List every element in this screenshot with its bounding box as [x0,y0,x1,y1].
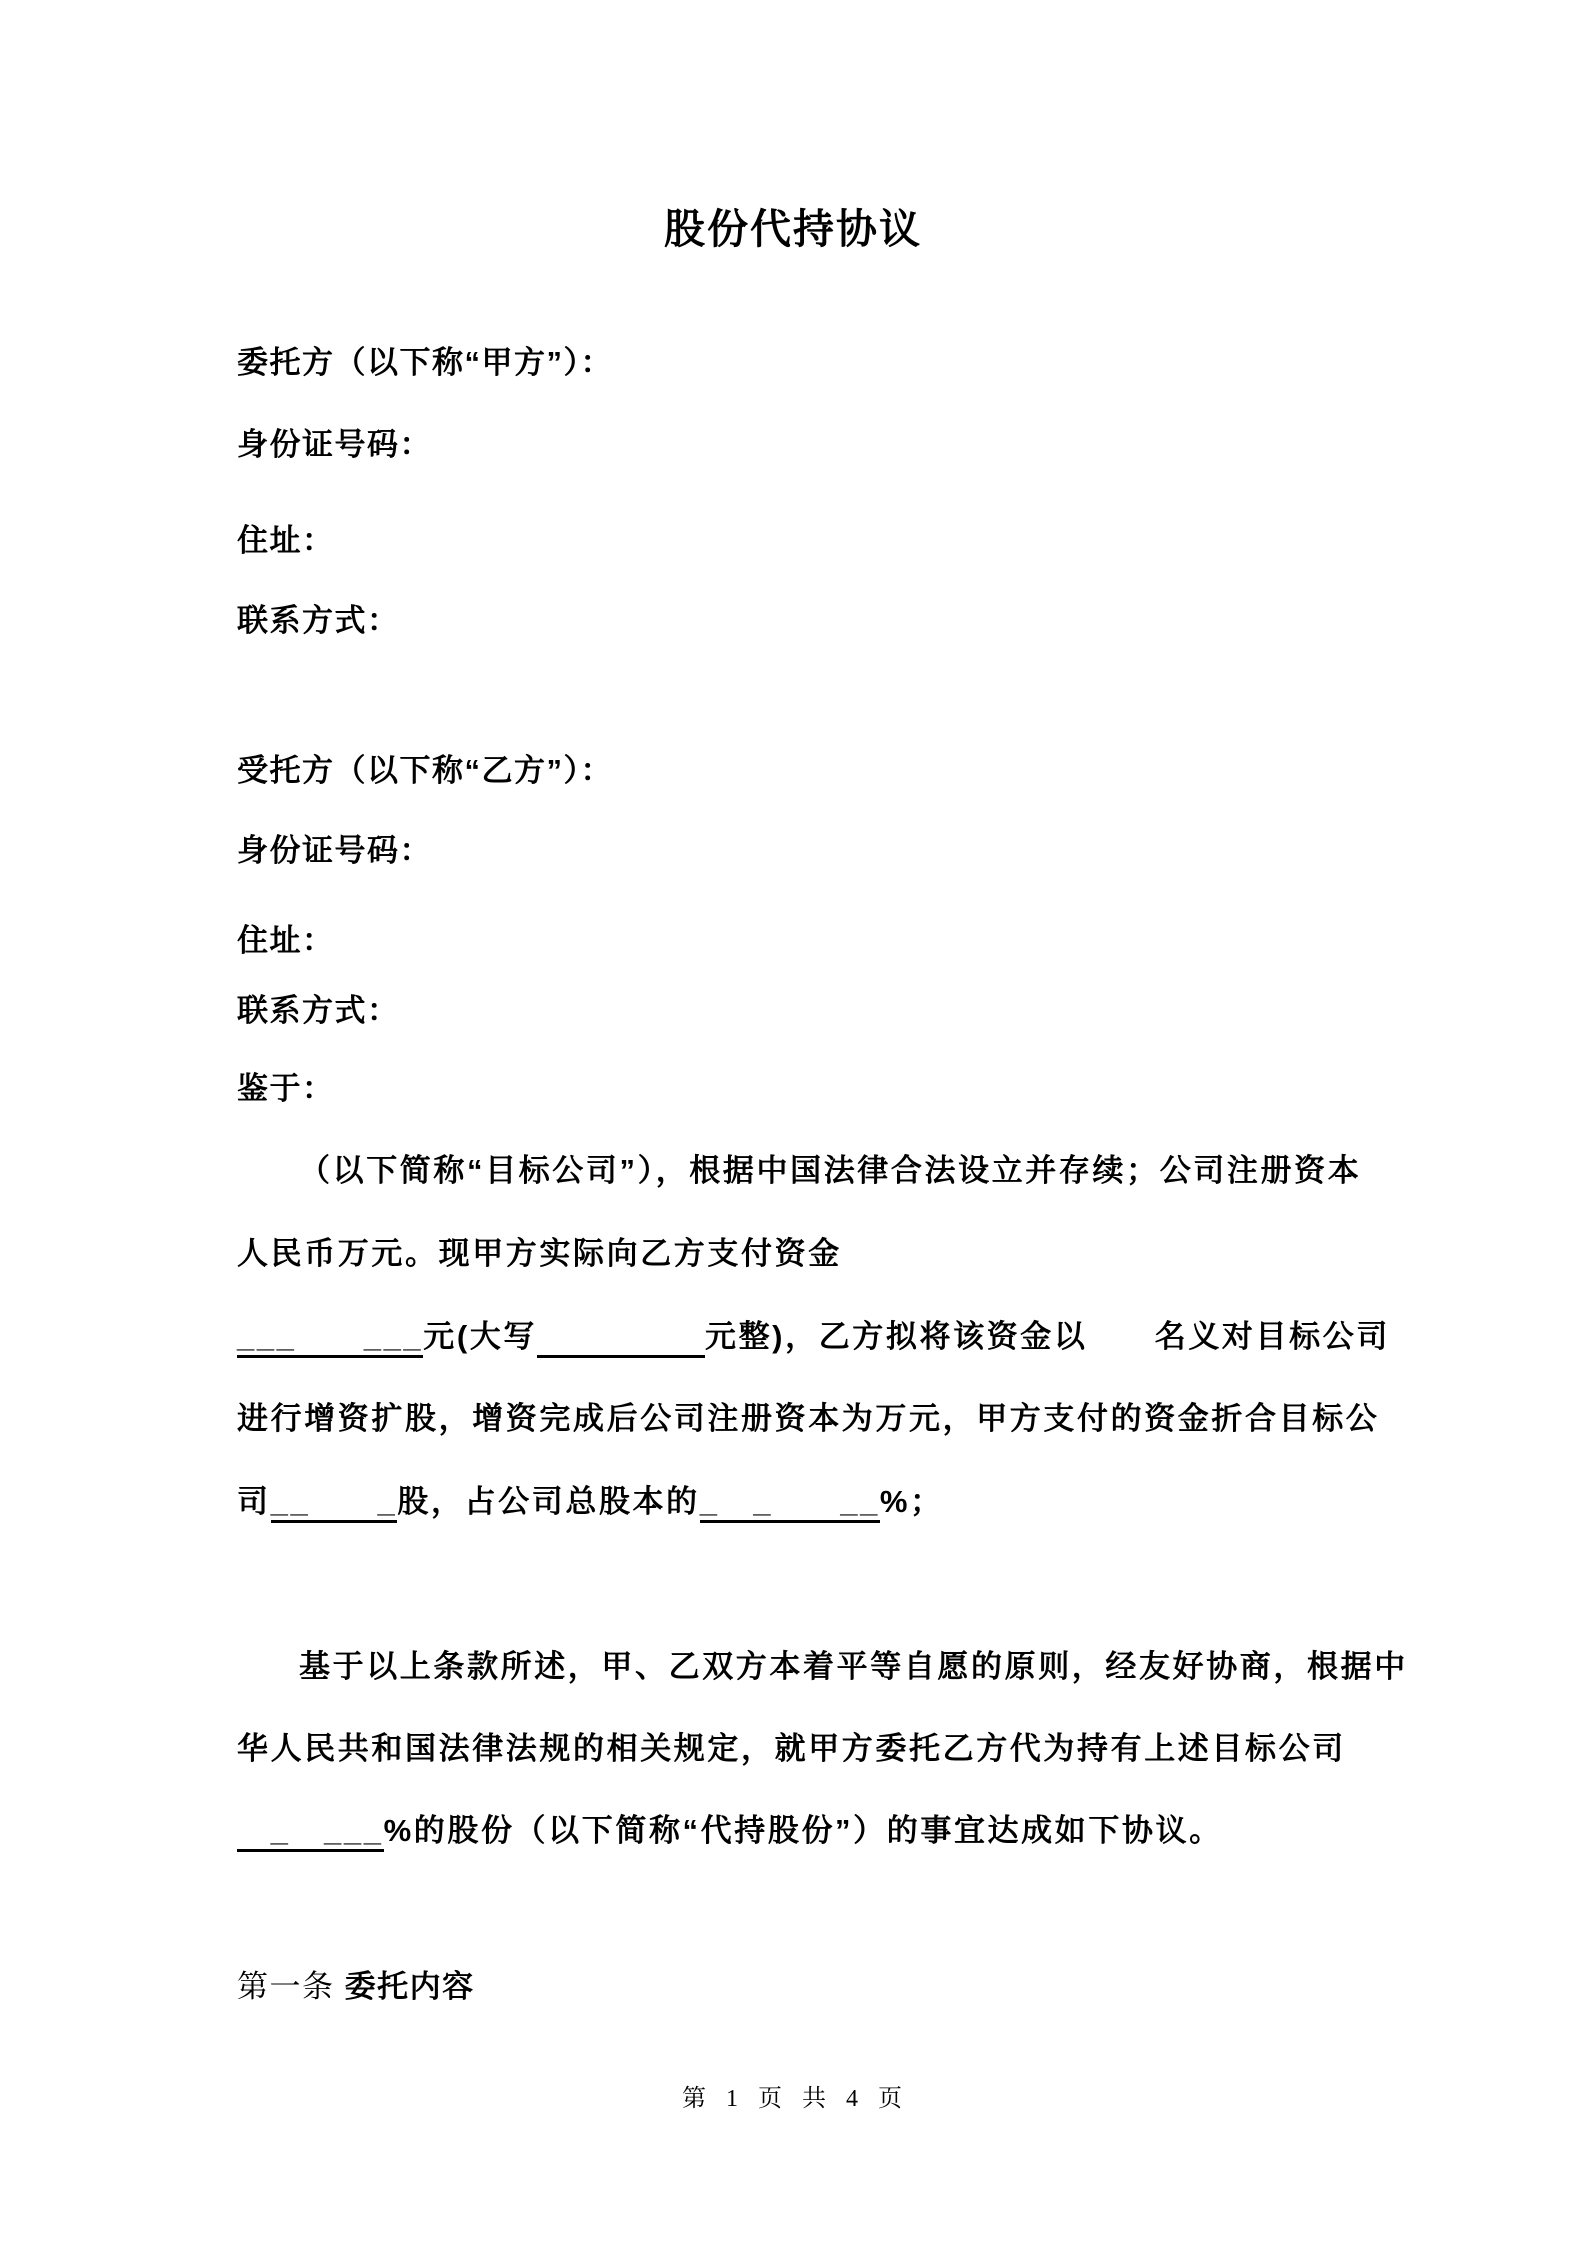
article1-title: 委托内容 [344,1969,475,2004]
recital1-line2: 人民币万元。现甲方实际向乙方支付资金 [237,1236,842,1271]
shares-blank: __ _ [271,1485,398,1523]
recital2-line3 [237,1812,1223,1852]
article1-heading [237,1968,475,2007]
article1-spacer [335,1969,345,2004]
recital1-line3-gap [1088,1319,1155,1354]
recital2-line2: 华人民共和国法律法规的相关规定，就甲方委托乙方代为持有上述目标公司 [237,1731,1346,1766]
party-b-contact-label: 联系方式： [237,993,400,1028]
page-title: 股份代持协议 [664,206,922,252]
page-footer: 第 1 页 共 4 页 [682,2086,904,2112]
whereas-label: 鉴于： [237,1071,335,1106]
party-a-id-label: 身份证号码： [237,427,432,462]
party-a-contact-label: 联系方式： [237,603,400,638]
amount-blank: ___ ___ [237,1320,423,1358]
recital1-line5-text1: 司 [237,1484,271,1519]
party-a-name-label: 委托方（以下称“甲方”）： [237,345,613,380]
percent-blank: _ _ __ [700,1485,880,1523]
article1-number: 第一条 [237,1969,335,2004]
recital1-line5 [237,1483,944,1523]
holding-percent-blank: _ ___ [237,1814,384,1852]
amount-words-blank [537,1320,705,1358]
recital1-line3-text1: 元(大写 [423,1319,537,1354]
party-b-id-label: 身份证号码： [237,833,432,868]
party-b-name-label: 受托方（以下称“乙方”）： [237,753,613,788]
recital1-line3 [237,1318,1390,1358]
recital1-line4: 进行增资扩股，增资完成后公司注册资本为万元，甲方支付的资金折合目标公 [237,1401,1380,1436]
party-b-address-label: 住址： [237,923,335,958]
recital1-line3-text2: 元整)，乙方拟将该资金以 [704,1319,1088,1354]
recital2-line3-text1: %的股份（以下简称“代持股份”）的事宜达成如下协议。 [383,1813,1223,1848]
recital1-line1: （以下简称“目标公司”），根据中国法律合法设立并存续；公司注册资本 [299,1153,1362,1188]
recital1-line3-text3: 名义对目标公司 [1154,1319,1390,1354]
recital2-line1: 基于以上条款所述，甲、乙双方本着平等自愿的原则，经友好协商，根据中 [299,1649,1408,1684]
recital1-line5-text2: 股，占公司总股本的 [397,1484,700,1519]
recital1-line5-text3: %； [879,1484,944,1519]
party-a-address-label: 住址： [237,523,335,558]
